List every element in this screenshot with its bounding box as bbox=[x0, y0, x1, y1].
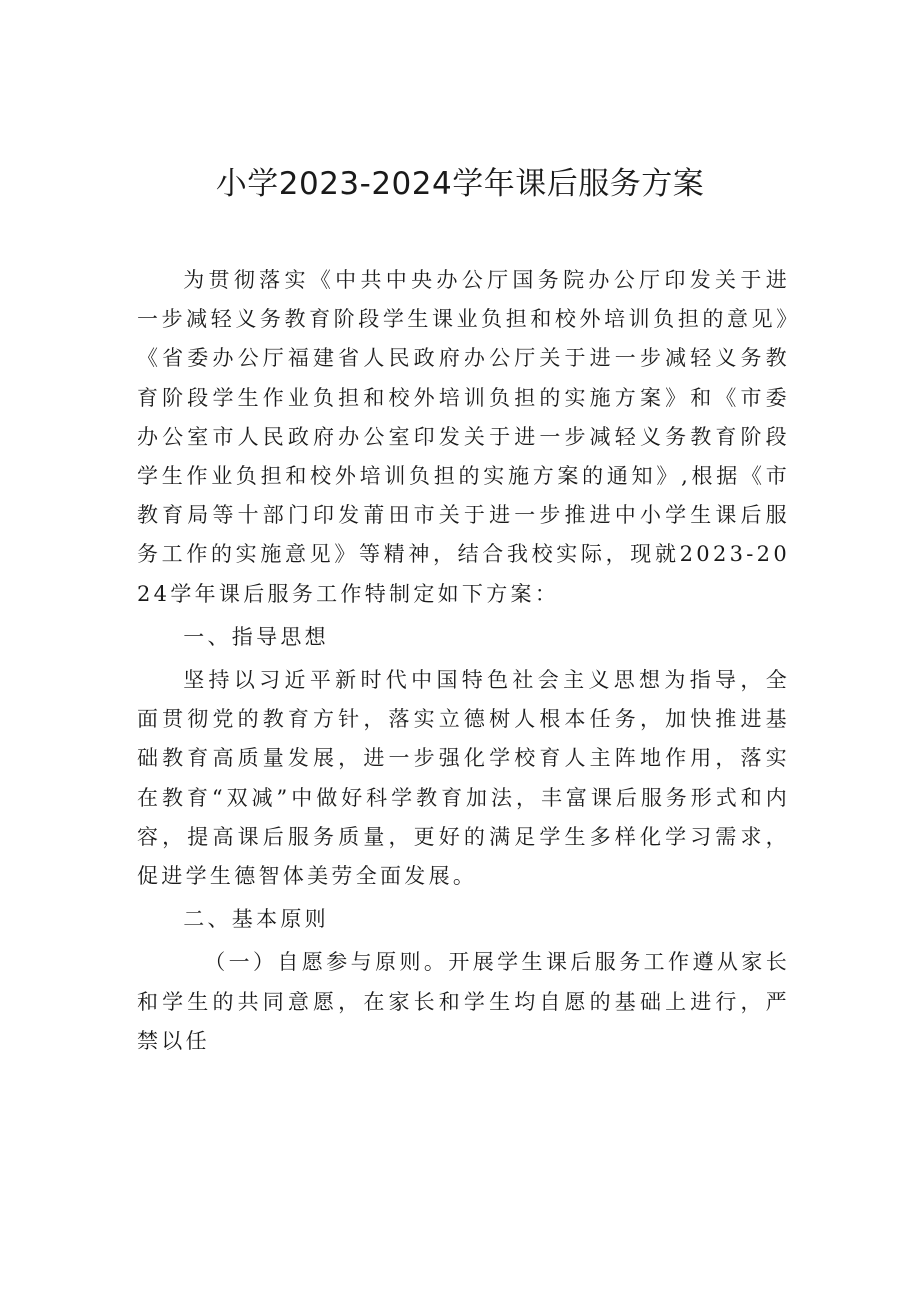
section-heading-basic-principles: 二、基本原则 bbox=[183, 907, 329, 932]
document-title: 小学2023-2024学年课后服务方案 bbox=[215, 166, 705, 202]
intro-paragraph: 为贯彻落实《中共中央办公厅国务院办公厅印发关于进一步减轻义务教育阶段学生课业负担和校外培训负担的意见》《省委办公厅福建省人民政府办公厅关于进一步减轻义务教育阶段学生作业负担和校外培训负担的实施方案》和《市委办公室市人民政府办公室印发关于进一步减轻义务教育阶段学生作业负担和校外培训负担的实施方案的通知》,根据《市教育局等十部门印发莆田市关于进一步推进中小学生课后服务工作的实施意见》等精神，结合我校实际，现就2023-2024学年课后服务工作特制定如下方案： bbox=[137, 268, 790, 606]
guiding-thought-paragraph: 坚持以习近平新时代中国特色社会主义思想为指导，全面贯彻党的教育方针，落实立德树人根本任务，加快推进基础教育高质量发展，进一步强化学校育人主阵地作用，落实在教育“双减”中做好科学教育加法，丰富课后服务形式和内容，提高课后服务质量，更好的满足学生多样化学习需求，促进学生德智体美劳全面发展。 bbox=[137, 668, 790, 889]
document-body bbox=[137, 261, 790, 1061]
principle-voluntary-paragraph: （一）自愿参与原则。开展学生课后服务工作遵从家长和学生的共同意愿，在家长和学生均自愿的基础上进行，严禁以任 bbox=[137, 950, 790, 1053]
section-heading-guiding-thought: 一、指导思想 bbox=[183, 624, 329, 649]
